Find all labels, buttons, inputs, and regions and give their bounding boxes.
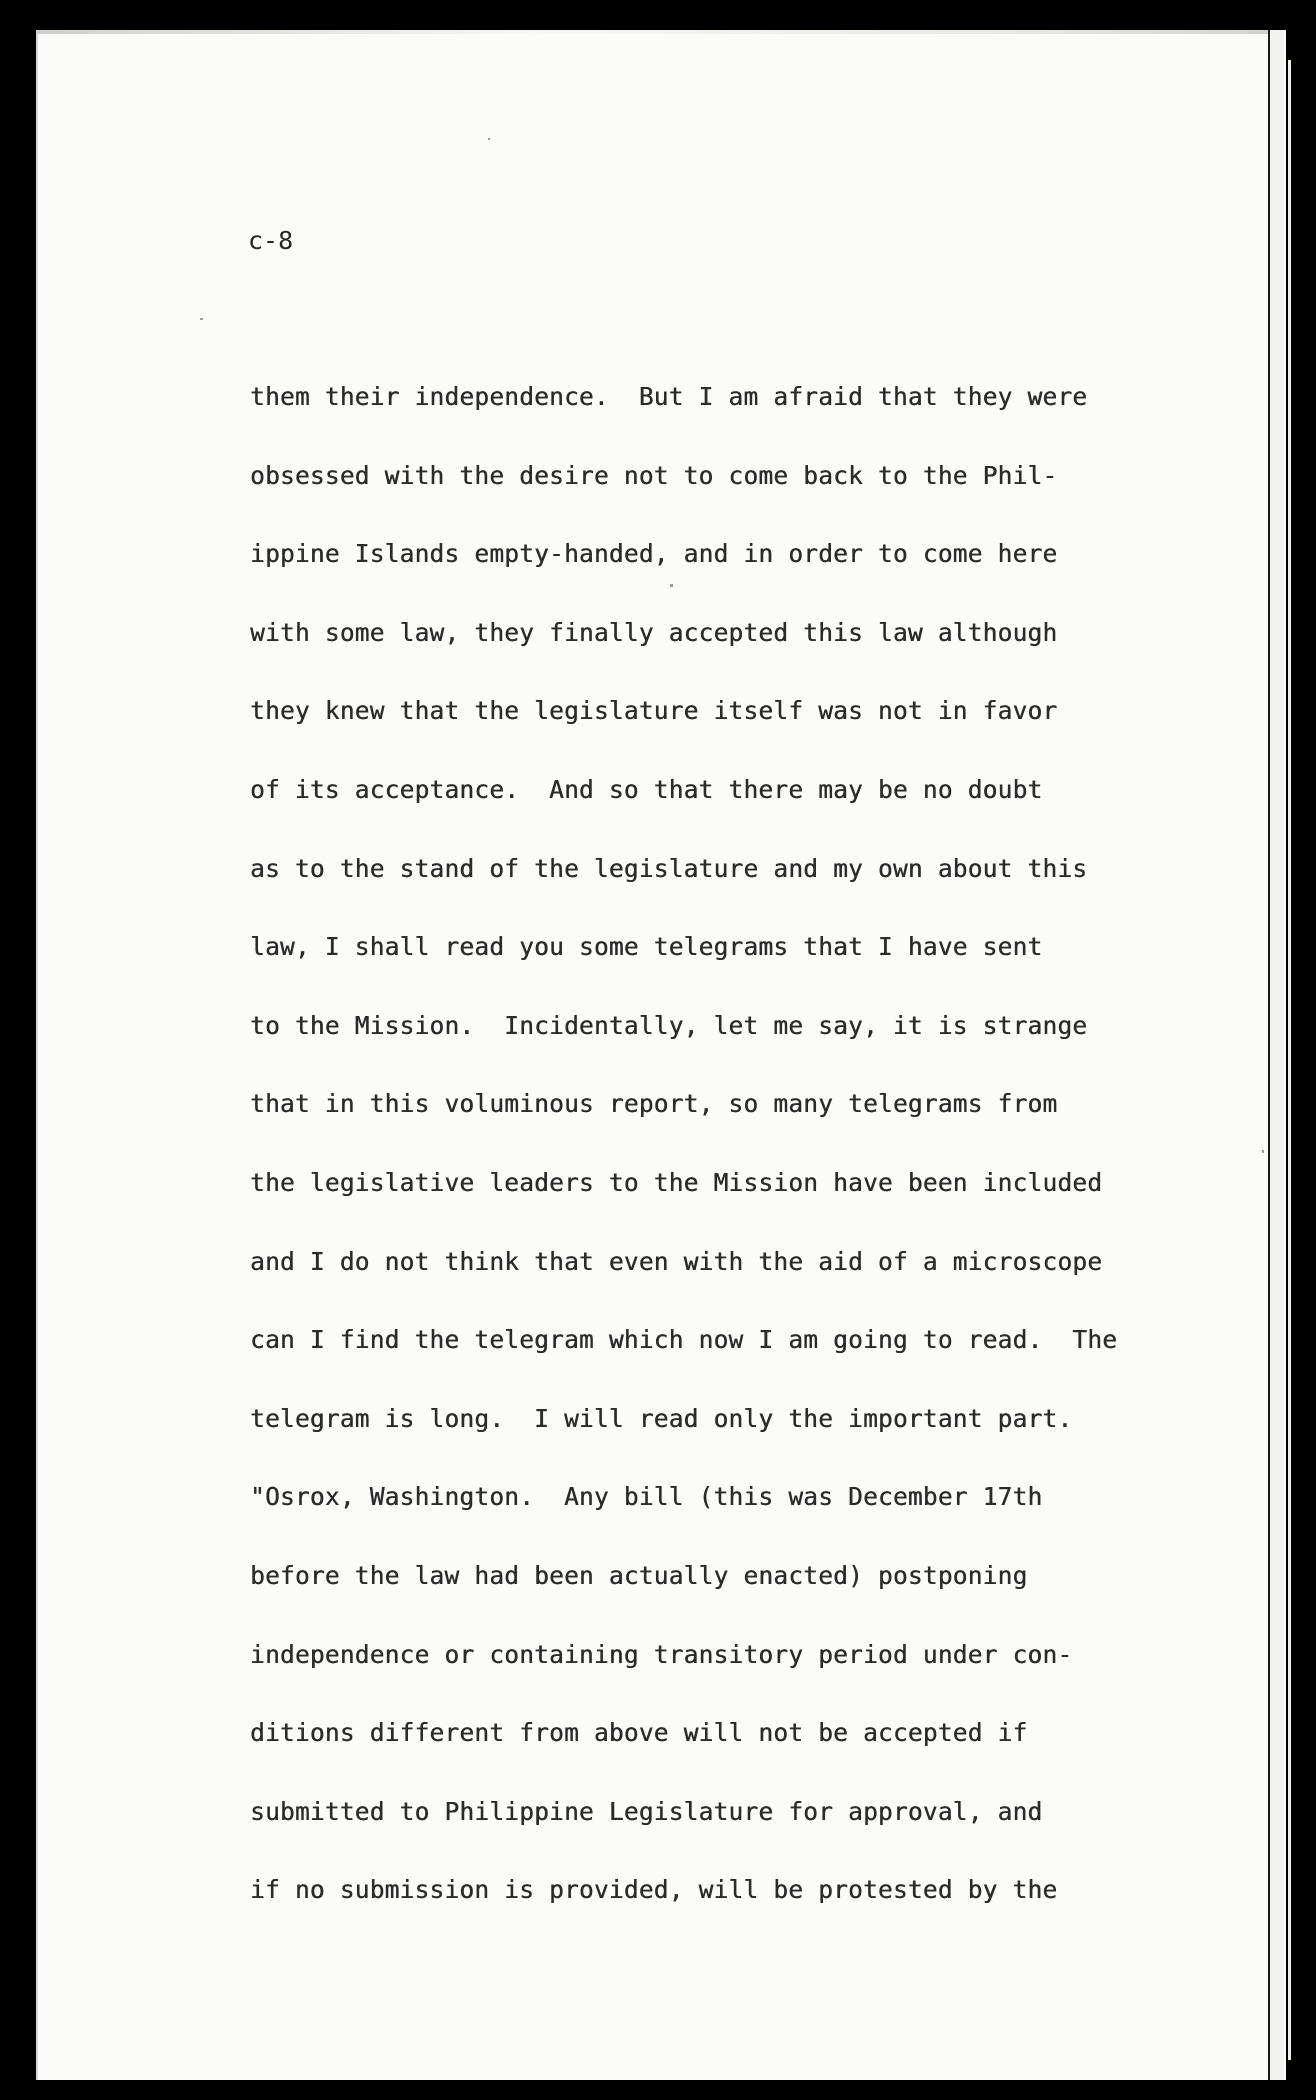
text-line: "Osrox, Washington. Any bill (this was December 17th [250, 1482, 1043, 1512]
text-line: of its acceptance. And so that there may be no doubt [250, 774, 1043, 804]
text-line: can I find the telegram which now I am going to read. The [250, 1325, 1118, 1355]
text-line: if no submission is provided, will be protested by the [250, 1875, 1058, 1905]
text-line: obsessed with the desire not to come back to the Phil- [250, 460, 1058, 490]
text-line: and I do not think that even with the aid of a microscope [250, 1246, 1103, 1276]
page-reference: c-8 [248, 226, 294, 255]
text-line: that in this voluminous report, so many telegrams from [250, 1089, 1058, 1119]
scan-speck [488, 138, 490, 140]
text-line: before the law had been actually enacted) postponing [250, 1560, 1028, 1590]
paper-top-edge [36, 30, 1284, 34]
text-line: law, I shall read you some telegrams that I have sent [250, 932, 1043, 962]
text-line: as to the stand of the legislature and my own about this [250, 853, 1088, 883]
text-line: ippine Islands empty-handed, and in order to come here [250, 539, 1058, 569]
scan-speck [200, 318, 203, 320]
text-line: they knew that the legislature itself was not in favor [250, 696, 1058, 726]
paper-edge-line [1288, 60, 1291, 2060]
text-line: to the Mission. Incidentally, let me say, it is strange [250, 1010, 1088, 1040]
text-line: with some law, they finally accepted this law although [250, 617, 1058, 647]
text-line: ditions different from above will not be accepted if [250, 1718, 1028, 1748]
text-line: the legislative leaders to the Mission have been included [250, 1167, 1103, 1197]
text-line: submitted to Philippine Legislature for approval, and [250, 1796, 1043, 1826]
paper-right-edge [1268, 30, 1284, 2080]
text-line: them their independence. But I am afraid that they were [250, 382, 1088, 411]
text-line: telegram is long. I will read only the important part. [250, 1403, 1073, 1433]
scan-speck [1262, 1150, 1264, 1153]
text-line: independence or containing transitory period under con- [250, 1639, 1073, 1669]
body-text [250, 374, 1190, 1946]
